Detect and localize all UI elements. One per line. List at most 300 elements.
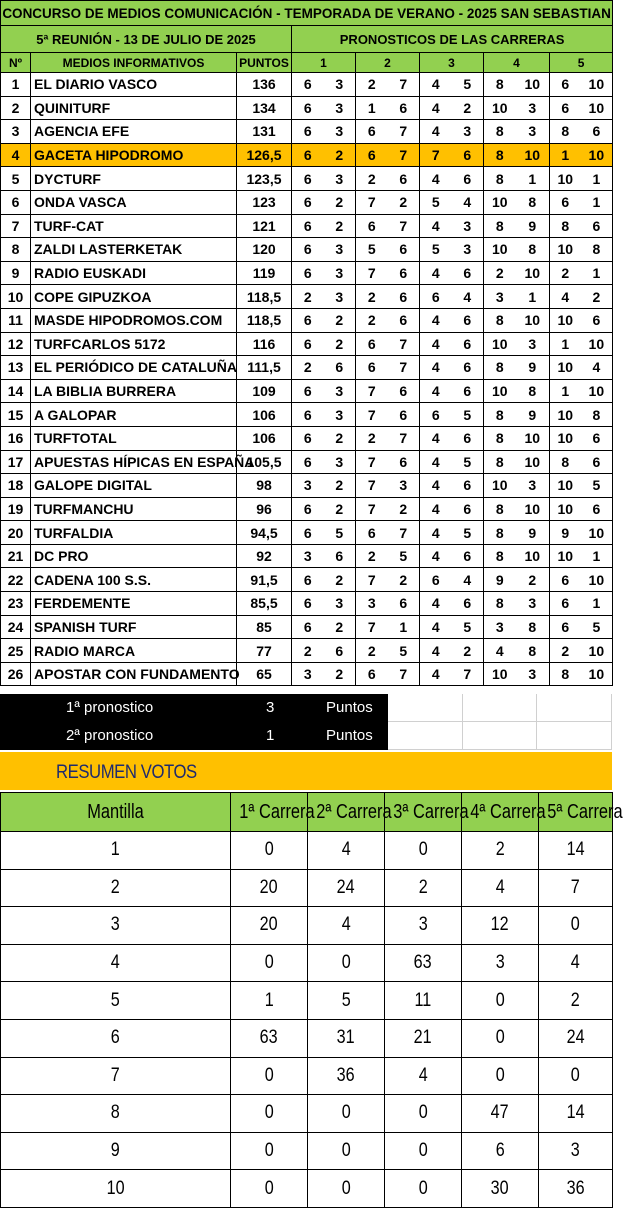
row-points: 96 (237, 497, 292, 521)
prediction-second: 6 (388, 261, 420, 285)
prediction-first: 10 (550, 474, 581, 498)
prediction-first: 7 (356, 261, 388, 285)
prediction-first: 6 (292, 450, 324, 474)
row-number: 24 (1, 615, 31, 639)
table-row (1, 167, 613, 191)
vote-count: 4 (308, 832, 385, 870)
prediction-first: 8 (484, 308, 516, 332)
resumen-col-header: Mantilla (1, 793, 231, 832)
prediction-first: 6 (356, 143, 388, 167)
prediction-second: 2 (581, 285, 613, 309)
vote-count: 14 (539, 1095, 613, 1133)
media-name: TURFCARLOS 5172 (31, 332, 237, 356)
media-name: RADIO EUSKADI (31, 261, 237, 285)
prediction-first: 7 (356, 190, 388, 214)
resumen-col-header: 2ª Carrera (308, 793, 385, 832)
vote-count: 4 (462, 869, 539, 907)
prediction-second: 3 (516, 474, 550, 498)
prediction-second: 1 (581, 544, 613, 568)
prediction-second: 3 (324, 261, 356, 285)
vote-count: 14 (539, 832, 613, 870)
row-number: 7 (1, 214, 31, 238)
row-number: 20 (1, 521, 31, 545)
vote-count: 0 (308, 1095, 385, 1133)
prediction-first: 7 (356, 568, 388, 592)
prediction-first: 9 (550, 521, 581, 545)
prediction-second: 7 (452, 662, 484, 686)
prediction-second: 4 (452, 568, 484, 592)
prediction-second: 3 (324, 167, 356, 191)
prediction-first: 10 (550, 238, 581, 262)
prediction-second: 10 (581, 73, 613, 97)
prediction-second: 3 (324, 379, 356, 403)
row-points: 116 (237, 332, 292, 356)
prediction-first: 8 (484, 143, 516, 167)
resumen-col-header: 4ª Carrera (462, 793, 539, 832)
media-name: GALOPE DIGITAL (31, 474, 237, 498)
vote-count: 1 (231, 982, 308, 1020)
prediction-first: 4 (420, 167, 452, 191)
vote-count: 3 (462, 944, 539, 982)
prediction-first: 6 (292, 592, 324, 616)
media-name: APOSTAR CON FUNDAMENTO (31, 662, 237, 686)
table-row (1, 450, 613, 474)
prediction-second: 5 (452, 403, 484, 427)
prediction-second: 6 (452, 143, 484, 167)
row-number: 23 (1, 592, 31, 616)
prediction-first: 4 (420, 73, 452, 97)
prediction-second: 10 (581, 143, 613, 167)
row-points: 77 (237, 639, 292, 663)
vote-count: 0 (385, 832, 462, 870)
prediction-second: 6 (388, 238, 420, 262)
prediction-second: 3 (516, 96, 550, 120)
prediction-first: 10 (550, 426, 581, 450)
prediction-first: 7 (356, 497, 388, 521)
prediction-first: 4 (420, 521, 452, 545)
prediction-second: 9 (516, 521, 550, 545)
vote-count: 0 (308, 1170, 385, 1208)
points-legend (0, 694, 612, 750)
resumen-header-row (1, 793, 613, 832)
resumen-col-header: 1ª Carrera (231, 793, 308, 832)
prediction-second: 6 (581, 308, 613, 332)
prediction-second: 3 (516, 120, 550, 144)
prediction-first: 6 (292, 379, 324, 403)
prediction-second: 3 (324, 96, 356, 120)
media-name: RADIO MARCA (31, 639, 237, 663)
vote-count: 31 (308, 1019, 385, 1057)
points-row-second (0, 722, 388, 750)
row-number: 8 (1, 238, 31, 262)
media-name: COPE GIPUZKOA (31, 285, 237, 309)
prediction-second: 7 (388, 214, 420, 238)
media-name: TURFMANCHU (31, 497, 237, 521)
points-row-first (0, 694, 388, 722)
vote-count: 0 (385, 1170, 462, 1208)
prediction-second: 5 (452, 73, 484, 97)
prediction-second: 5 (452, 521, 484, 545)
mantilla-number: 4 (1, 944, 231, 982)
vote-count: 20 (231, 907, 308, 945)
prediction-second: 3 (452, 120, 484, 144)
prediction-first: 7 (356, 450, 388, 474)
prediction-second: 6 (452, 379, 484, 403)
table-row (1, 592, 613, 616)
col-num-header: Nº (1, 53, 31, 73)
media-name: TURFALDIA (31, 521, 237, 545)
prediction-second: 2 (324, 474, 356, 498)
prediction-first: 4 (420, 96, 452, 120)
col-race-1-header: 1 (292, 53, 356, 73)
prediction-first: 6 (420, 285, 452, 309)
resumen-row (1, 832, 613, 870)
row-number: 14 (1, 379, 31, 403)
prediction-second: 8 (516, 379, 550, 403)
prediction-first: 6 (356, 662, 388, 686)
page-title: CONCURSO DE MEDIOS COMUNICACIÓN - TEMPORADA DE VERANO - 2025 SAN SEBASTIAN (1, 1, 613, 26)
row-number: 13 (1, 356, 31, 380)
prediction-second: 1 (581, 592, 613, 616)
prediction-first: 4 (420, 662, 452, 686)
prediction-second: 5 (581, 615, 613, 639)
row-points: 91,5 (237, 568, 292, 592)
vote-count: 12 (462, 907, 539, 945)
vote-count: 24 (308, 869, 385, 907)
prediction-first: 6 (292, 497, 324, 521)
row-points: 119 (237, 261, 292, 285)
prediction-first: 6 (356, 214, 388, 238)
prediction-first: 3 (484, 285, 516, 309)
points-label: 2ª pronostico (66, 727, 154, 744)
prediction-first: 4 (420, 261, 452, 285)
prediction-second: 5 (388, 639, 420, 663)
media-name: EL PERIÓDICO DE CATALUÑA (31, 356, 237, 380)
media-name: APUESTAS HÍPICAS EN ESPAÑA (31, 450, 237, 474)
prediction-first: 8 (550, 214, 581, 238)
prediction-first: 4 (420, 544, 452, 568)
prediction-second: 4 (581, 356, 613, 380)
prediction-first: 8 (550, 120, 581, 144)
row-number: 5 (1, 167, 31, 191)
prediction-first: 4 (420, 639, 452, 663)
prediction-first: 6 (292, 190, 324, 214)
prediction-second: 10 (516, 261, 550, 285)
row-points: 123,5 (237, 167, 292, 191)
prediction-first: 4 (420, 379, 452, 403)
vote-count: 3 (539, 1132, 613, 1170)
prediction-second: 8 (516, 190, 550, 214)
prediction-second: 1 (516, 285, 550, 309)
prediction-second: 2 (388, 568, 420, 592)
prediction-second: 10 (581, 521, 613, 545)
prediction-second: 7 (388, 356, 420, 380)
row-number: 6 (1, 190, 31, 214)
prediction-second: 7 (388, 521, 420, 545)
prediction-second: 2 (516, 568, 550, 592)
prediction-second: 1 (581, 261, 613, 285)
row-number: 1 (1, 73, 31, 97)
mantilla-number: 10 (1, 1170, 231, 1208)
row-points: 85,5 (237, 592, 292, 616)
resumen-row (1, 1095, 613, 1133)
row-number: 15 (1, 403, 31, 427)
prediction-second: 3 (516, 662, 550, 686)
prediction-first: 4 (420, 450, 452, 474)
resumen-row (1, 1170, 613, 1208)
prediction-second: 6 (452, 474, 484, 498)
prediction-second: 6 (452, 308, 484, 332)
prediction-first: 10 (550, 167, 581, 191)
prediction-second: 5 (452, 450, 484, 474)
table-row (1, 568, 613, 592)
prediction-second: 5 (452, 615, 484, 639)
row-points: 98 (237, 474, 292, 498)
vote-count: 63 (385, 944, 462, 982)
prediction-first: 1 (550, 143, 581, 167)
prediction-first: 10 (484, 379, 516, 403)
prediction-first: 2 (550, 261, 581, 285)
prediction-second: 10 (581, 96, 613, 120)
prediction-second: 6 (581, 497, 613, 521)
prediction-first: 2 (356, 73, 388, 97)
prediction-second: 6 (452, 332, 484, 356)
vote-count: 2 (462, 832, 539, 870)
row-number: 18 (1, 474, 31, 498)
vote-count: 36 (539, 1170, 613, 1208)
vote-count: 4 (308, 907, 385, 945)
mantilla-number: 3 (1, 907, 231, 945)
prediction-first: 7 (356, 474, 388, 498)
table-row (1, 615, 613, 639)
prediction-first: 3 (484, 615, 516, 639)
row-points: 123 (237, 190, 292, 214)
prediction-first: 6 (550, 190, 581, 214)
prediction-first: 2 (356, 167, 388, 191)
prediction-first: 8 (484, 167, 516, 191)
media-name: EL DIARIO VASCO (31, 73, 237, 97)
prediction-second: 6 (388, 96, 420, 120)
row-points: 94,5 (237, 521, 292, 545)
prediction-second: 8 (581, 238, 613, 262)
prediction-second: 2 (452, 96, 484, 120)
prediction-second: 5 (581, 474, 613, 498)
row-number: 10 (1, 285, 31, 309)
prediction-first: 8 (484, 214, 516, 238)
row-number: 17 (1, 450, 31, 474)
table-row (1, 96, 613, 120)
prediction-second: 2 (452, 639, 484, 663)
prediction-first: 3 (292, 474, 324, 498)
vote-count: 0 (385, 1095, 462, 1133)
vote-count: 0 (308, 944, 385, 982)
prediction-first: 8 (484, 450, 516, 474)
prediction-second: 7 (388, 120, 420, 144)
prediction-second: 6 (581, 214, 613, 238)
prediction-first: 4 (484, 639, 516, 663)
prediction-first: 2 (356, 285, 388, 309)
media-name: TURF-CAT (31, 214, 237, 238)
table-row (1, 238, 613, 262)
prediction-first: 9 (484, 568, 516, 592)
prediction-first: 6 (292, 167, 324, 191)
prediction-first: 7 (420, 143, 452, 167)
prediction-first: 8 (484, 521, 516, 545)
prediction-first: 4 (420, 332, 452, 356)
vote-count: 21 (385, 1019, 462, 1057)
vote-count: 24 (539, 1019, 613, 1057)
vote-count: 0 (308, 1132, 385, 1170)
table-row (1, 190, 613, 214)
prediction-second: 6 (388, 308, 420, 332)
prediction-first: 4 (420, 474, 452, 498)
row-points: 106 (237, 426, 292, 450)
media-name: AGENCIA EFE (31, 120, 237, 144)
table-row (1, 426, 613, 450)
media-name: SPANISH TURF (31, 615, 237, 639)
prediction-second: 10 (516, 426, 550, 450)
media-name: A GALOPAR (31, 403, 237, 427)
prediction-first: 6 (292, 214, 324, 238)
col-medio-header: MEDIOS INFORMATIVOS (31, 53, 237, 73)
vote-count: 0 (231, 1095, 308, 1133)
resumen-row (1, 982, 613, 1020)
vote-count: 6 (462, 1132, 539, 1170)
prediction-second: 6 (452, 261, 484, 285)
row-number: 11 (1, 308, 31, 332)
vote-count: 0 (462, 1019, 539, 1057)
prediction-second: 2 (324, 497, 356, 521)
vote-count: 36 (308, 1057, 385, 1095)
prediction-second: 10 (516, 73, 550, 97)
vote-count: 5 (308, 982, 385, 1020)
prediction-second: 3 (516, 592, 550, 616)
prediction-second: 6 (388, 379, 420, 403)
resumen-row (1, 1057, 613, 1095)
row-points: 126,5 (237, 143, 292, 167)
prediction-first: 4 (550, 285, 581, 309)
prediction-second: 10 (581, 568, 613, 592)
prediction-second: 10 (516, 308, 550, 332)
mantilla-number: 9 (1, 1132, 231, 1170)
prediction-second: 7 (388, 662, 420, 686)
media-name: DC PRO (31, 544, 237, 568)
prediction-first: 8 (484, 497, 516, 521)
resumen-row (1, 1132, 613, 1170)
row-points: 109 (237, 379, 292, 403)
points-unit: Puntos (326, 727, 373, 744)
vote-count: 47 (462, 1095, 539, 1133)
prediction-first: 4 (420, 426, 452, 450)
prediction-first: 5 (420, 190, 452, 214)
prediction-second: 2 (324, 214, 356, 238)
prediction-first: 6 (420, 568, 452, 592)
prediction-first: 8 (550, 662, 581, 686)
table-row (1, 544, 613, 568)
table-row (1, 356, 613, 380)
prediction-first: 2 (292, 285, 324, 309)
prediction-second: 2 (324, 568, 356, 592)
prediction-second: 6 (581, 120, 613, 144)
row-number: 22 (1, 568, 31, 592)
prediction-first: 4 (420, 615, 452, 639)
prediction-second: 6 (388, 450, 420, 474)
prediction-first: 6 (550, 96, 581, 120)
prediction-second: 6 (452, 426, 484, 450)
row-points: 106 (237, 403, 292, 427)
prediction-second: 8 (516, 238, 550, 262)
row-number: 4 (1, 143, 31, 167)
row-points: 134 (237, 96, 292, 120)
prediction-second: 3 (324, 73, 356, 97)
prediction-second: 10 (581, 639, 613, 663)
mantilla-number: 8 (1, 1095, 231, 1133)
prediction-second: 7 (388, 73, 420, 97)
prediction-second: 10 (581, 662, 613, 686)
prediction-second: 3 (324, 238, 356, 262)
resumen-row (1, 944, 613, 982)
media-name: TURFTOTAL (31, 426, 237, 450)
prediction-first: 2 (484, 261, 516, 285)
prediction-second: 2 (324, 190, 356, 214)
prediction-first: 3 (292, 544, 324, 568)
row-points: 85 (237, 615, 292, 639)
prediction-second: 2 (324, 426, 356, 450)
prediction-first: 10 (484, 190, 516, 214)
prediction-second: 9 (516, 214, 550, 238)
vote-count: 0 (231, 1170, 308, 1208)
table-row (1, 639, 613, 663)
row-number: 12 (1, 332, 31, 356)
prediction-first: 6 (292, 308, 324, 332)
prediction-second: 3 (388, 474, 420, 498)
vote-count: 0 (462, 1057, 539, 1095)
prediction-first: 8 (484, 426, 516, 450)
prediction-first: 8 (484, 403, 516, 427)
prediction-second: 6 (452, 592, 484, 616)
prediction-first: 1 (550, 379, 581, 403)
prediction-first: 1 (356, 96, 388, 120)
prediction-second: 3 (324, 592, 356, 616)
vote-count: 0 (385, 1132, 462, 1170)
prediction-first: 3 (356, 592, 388, 616)
row-points: 120 (237, 238, 292, 262)
prediction-second: 2 (324, 143, 356, 167)
col-race-5-header: 5 (550, 53, 613, 73)
prediction-second: 6 (452, 356, 484, 380)
table-row (1, 379, 613, 403)
prediction-second: 2 (388, 497, 420, 521)
prediction-first: 6 (550, 73, 581, 97)
prediction-first: 10 (484, 96, 516, 120)
media-name: FERDEMENTE (31, 592, 237, 616)
vote-count: 3 (385, 907, 462, 945)
media-name: CADENA 100 S.S. (31, 568, 237, 592)
table-row (1, 403, 613, 427)
table-row (1, 308, 613, 332)
prediction-second: 6 (452, 497, 484, 521)
vote-count: 7 (539, 869, 613, 907)
prediction-first: 4 (420, 356, 452, 380)
prediction-second: 5 (388, 544, 420, 568)
media-name: ZALDI LASTERKETAK (31, 238, 237, 262)
prediction-first: 6 (292, 120, 324, 144)
prediction-second: 5 (324, 521, 356, 545)
prediction-first: 2 (292, 356, 324, 380)
prediction-first: 8 (484, 544, 516, 568)
points-label: 1ª pronostico (66, 699, 154, 716)
prediction-second: 3 (452, 238, 484, 262)
